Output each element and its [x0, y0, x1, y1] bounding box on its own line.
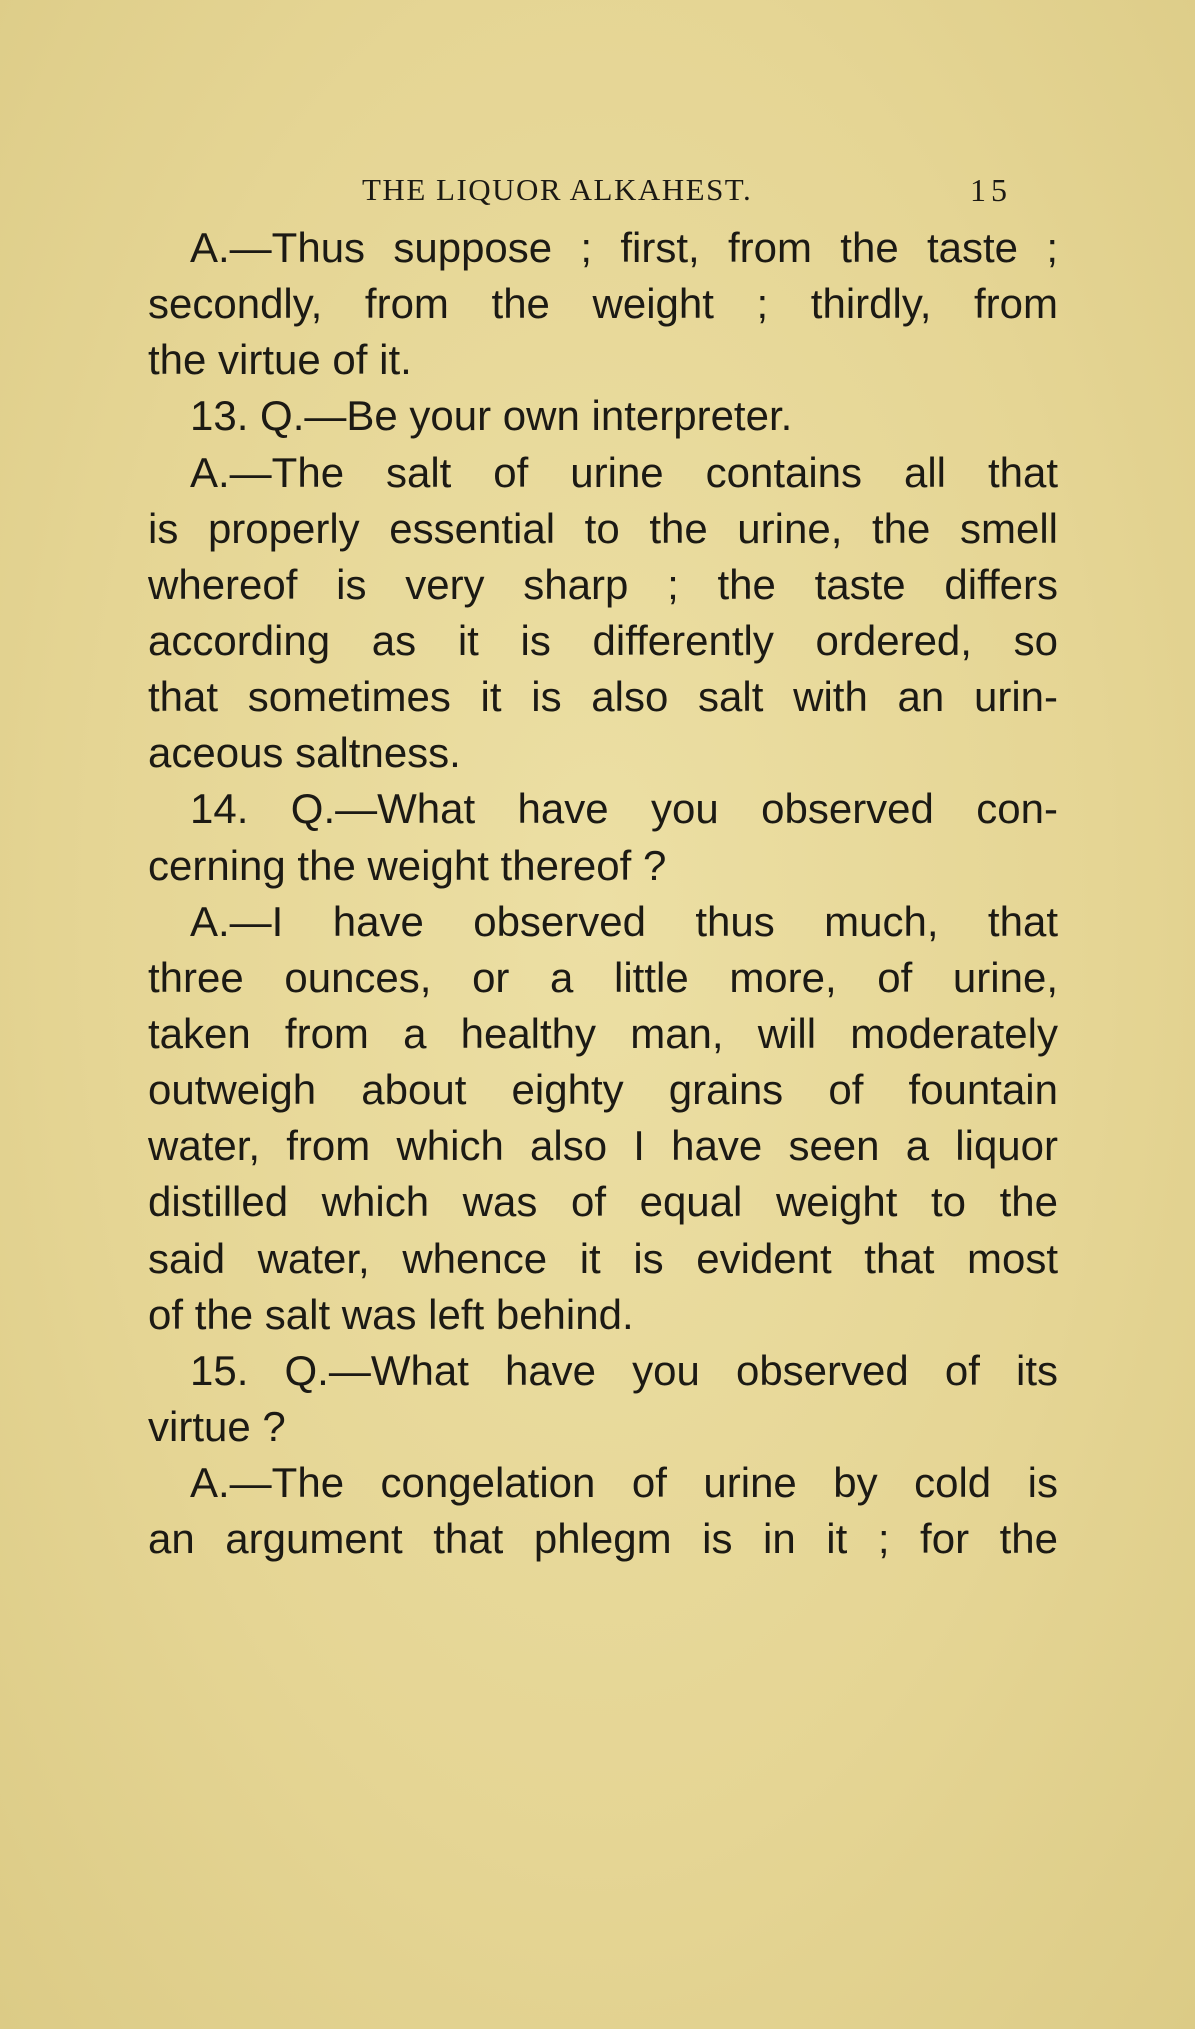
page-number: 15	[970, 172, 1012, 208]
text-line: outweigh about eighty grains of fountain	[148, 1066, 1058, 1114]
body-text	[148, 220, 1058, 1567]
text-line: of the salt was left behind.	[148, 1290, 634, 1338]
text-line: A.—The congelation of urine by cold is	[190, 1459, 1058, 1507]
text-line: 13. Q.—Be your own interpreter.	[190, 392, 793, 440]
text-line: water, from which also I have seen a liquor	[148, 1122, 1058, 1170]
text-line: A.—The salt of urine contains all that	[190, 448, 1058, 496]
text-line: A.—I have observed thus much, that	[190, 897, 1058, 945]
text-line: said water, whence it is evident that most	[148, 1234, 1058, 1282]
running-header	[0, 168, 1195, 212]
text-line: distilled which was of equal weight to the	[148, 1178, 1058, 1226]
text-line: virtue ?	[148, 1402, 286, 1450]
text-line: aceous saltness.	[148, 729, 461, 777]
text-line: A.—Thus suppose ; first, from the taste ;	[190, 224, 1058, 271]
text-line: according as it is differently ordered, so	[148, 616, 1058, 664]
text-line: whereof is very sharp ; the taste differs	[148, 560, 1058, 608]
text-line: taken from a healthy man, will moderately	[148, 1009, 1058, 1057]
text-line: cerning the weight thereof ?	[148, 841, 667, 889]
text-line: an argument that phlegm is in it ; for the	[148, 1515, 1058, 1563]
text-line: 14. Q.—What have you observed con-	[190, 785, 1058, 833]
text-line: three ounces, or a little more, of urine,	[148, 953, 1058, 1001]
text-line: 15. Q.—What have you observed of its	[190, 1346, 1058, 1394]
text-line: the virtue of it.	[148, 336, 412, 384]
text-line: that sometimes it is also salt with an urin-	[148, 673, 1058, 721]
text-line: is properly essential to the urine, the smell	[148, 504, 1058, 552]
running-title: THE LIQUOR ALKAHEST.	[362, 172, 753, 207]
text-line: secondly, from the weight ; thirdly, from	[148, 280, 1058, 328]
